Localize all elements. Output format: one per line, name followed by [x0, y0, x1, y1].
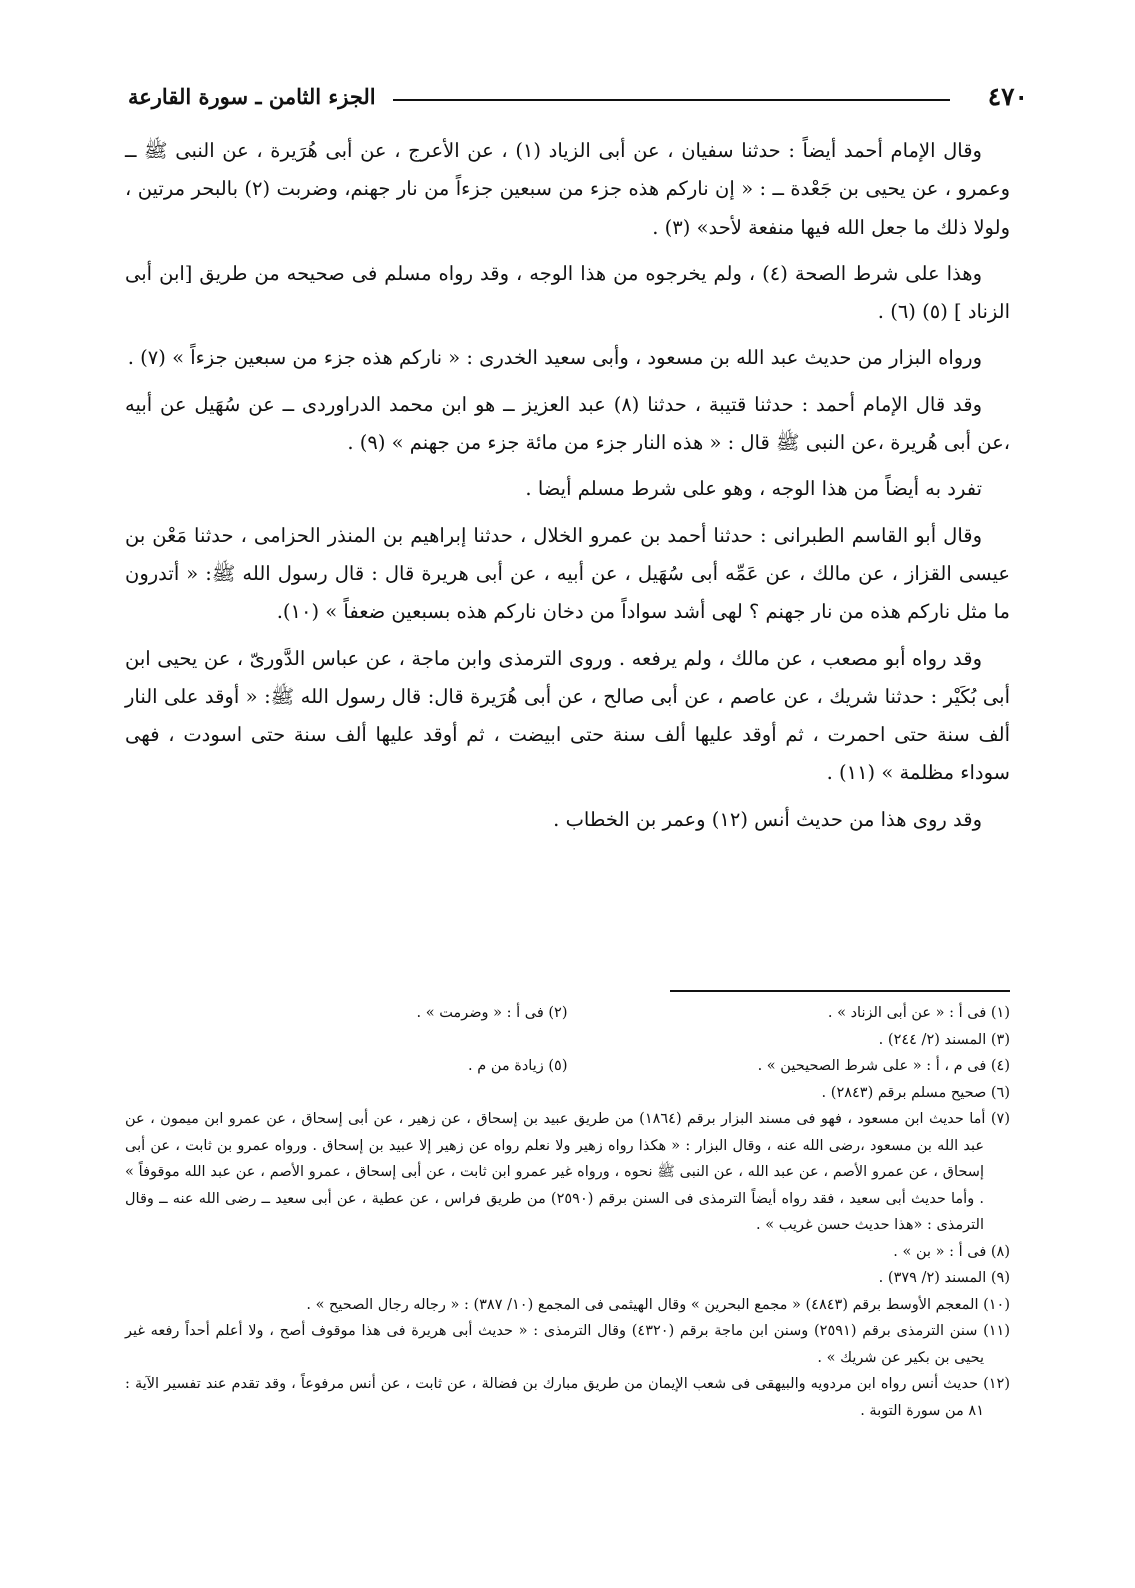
footnotes — [125, 1000, 1010, 1424]
footnote-7: (٧) أما حديث ابن مسعود ، فهو فى مسند البزار برقم (١٨٦٤) من طريق عبيد بن إسحاق ، عن زهير ، عن أبى إسحاق ، عن عمرو ابن ميمون ، عن عبد الله بن مسعود ،رضى الله عنه ، وقال البزار : « هكذا رواه زهير ولا نعلم رواه عن زهير إلا عبيد بن إسحاق . ورواه عمرو بن ثابت ، عن أبى إسحاق ، عن عمرو الأصم ، عن عبد الله ، عن النبى ﷺ نحوه ، ورواه غير عمرو ابن ثابت ، عن أبى إسحاق ، عمرو الأصم ، عن عبد الله موقوفاً » . وأما حديث أبى سعيد ، فقد رواه أيضاً الترمذى فى السنن برقم (٢٥٩٠) من طريق فراس ، عن عطية ، عن أبى سعيد ــ رضى الله عنه ــ وقال الترمذى : «هذا حديث حسن غريب » . — [125, 1111, 1010, 1233]
footnote-8: (٨) فى أ : « بن » . — [893, 1243, 1010, 1260]
page-header — [128, 82, 1028, 122]
paragraph: تفرد به أيضاً من هذا الوجه ، وهو على شرط مسلم أيضا . — [525, 477, 982, 501]
paragraph: ورواه البزار من حديث عبد الله بن مسعود ، وأبى سعيد الخدرى : « ناركم هذه جزء من سبعين جزءاً » (٧) . — [127, 346, 982, 370]
footnote-10: (١٠) المعجم الأوسط برقم (٤٨٤٣) « مجمع البحرين » وقال الهيثمى فى المجمع (١٠/ ٣٨٧) : « رجاله رجال الصحيح » . — [306, 1296, 1010, 1313]
footnote-6: (٦) صحيح مسلم برقم (٢٨٤٣) . — [821, 1084, 1010, 1101]
footnote-row — [125, 1000, 1010, 1027]
paragraph: وهذا على شرط الصحة (٤) ، ولم يخرجوه من هذا الوجه ، وقد رواه مسلم فى صحيحه من طريق [ابن أبى الزناد ] (٥) (٦) . — [125, 261, 1010, 324]
header-rule — [393, 99, 950, 101]
paragraph: وقد روى هذا من حديث أنس (١٢) وعمر بن الخطاب . — [553, 807, 982, 831]
paragraph: وقال أبو القاسم الطبرانى : حدثنا أحمد بن عمرو الخلال ، حدثنا إبراهيم بن المنذر الحزامى ، حدثنا مَعْن بن عيسى القزاز ، عن مالك ، عن عَمِّه أبى سُهَيل ، عن أبيه ، عن أبى هريرة قال : قال رسول الله ﷺ: « أتدرون ما مثل ناركم هذه من نار جهنم ؟ لهى أشد سواداً من دخان ناركم هذه بسبعين ضعفاً » (١٠). — [125, 523, 1010, 624]
footnote-12: (١٢) حديث أنس رواه ابن مردويه والبيهقى فى شعب الإيمان من طريق مبارك بن فضالة ، عن ثابت ، عن أنس مرفوعاً ، وقد تقدم عند تفسير الآية : ٨١ من سورة التوبة . — [125, 1376, 1010, 1419]
footnote-11: (١١) سنن الترمذى برقم (٢٥٩١) وسنن ابن ماجة برقم (٤٣٢٠) وقال الترمذى : « حديث أبى هريرة فى هذا موقوف أصح ، ولا أعلم أحداً رفعه غير يحيى بن بكير عن شريك » . — [125, 1323, 1010, 1366]
footnote-3: (٣) المسند (٢/ ٢٤٤) . — [878, 1031, 1010, 1048]
footnote-9: (٩) المسند (٢/ ٣٧٩) . — [878, 1270, 1010, 1286]
paragraph: وقد قال الإمام أحمد : حدثنا قتيبة ، حدثنا (٨) عبد العزيز ــ هو ابن محمد الدراوردى ــ عن سُهَيل عن أبيه ،عن أبى هُريرة ،عن النبى ﷺ قال : « هذه النار جزء من مائة جزء من جهنم » (٩) . — [125, 392, 1010, 455]
main-text — [125, 132, 1010, 847]
footnote-4: (٤) فى م ، أ : « على شرط الصحيحين » . — [757, 1058, 1010, 1074]
footnote-row — [125, 1053, 1010, 1080]
page-number: ٤٧٠ — [987, 82, 1028, 111]
footnote-5: (٥) زيادة من م . — [468, 1058, 568, 1074]
footnote-2: (٢) فى أ : « وضرمت » . — [416, 1005, 568, 1021]
footnote-separator — [670, 990, 1010, 992]
paragraph: وقد رواه أبو مصعب ، عن مالك ، ولم يرفعه . وروى الترمذى وابن ماجة ، عن عباس الدَّورىّ ، عن يحيى ابن أبى بُكَيْر : حدثنا شريك ، عن عاصم ، عن أبى صالح ، عن أبى هُرَيرة قال: قال رسول الله ﷺ: « أوقد على النار ألف سنة حتى احمرت ، ثم أوقد عليها ألف سنة حتى ابيضت ، ثم أوقد عليها ألف سنة حتى اسودت ، فهى سوداء مظلمة » (١١) . — [125, 646, 1010, 785]
paragraph: وقال الإمام أحمد أيضاً : حدثنا سفيان ، عن أبى الزياد (١) ، عن الأعرج ، عن أبى هُرَيرة ، عن النبى ﷺ ــ وعمرو ، عن يحيى بن جَعْدة ــ : « إن ناركم هذه جزء من سبعين جزءاً من نار جهنم، وضربت (٢) بالبحر مرتين ، ولولا ذلك ما جعل الله فيها منفعة لأحد» (٣) . — [125, 139, 1011, 239]
running-title: الجزء الثامن ـ سورة القارعة — [128, 84, 376, 109]
footnote-1: (١) فى أ : « عن أبى الزناد » . — [827, 1005, 1010, 1021]
